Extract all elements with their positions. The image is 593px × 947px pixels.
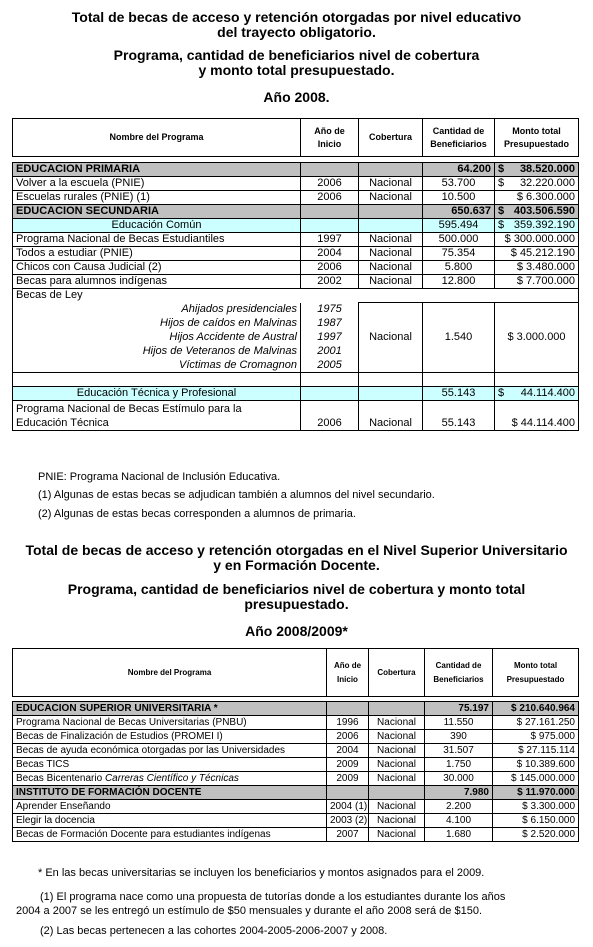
- cell-cantidad: 4.100: [425, 814, 493, 828]
- table-header-row: [13, 119, 579, 157]
- row-ley-item: Víctimas de Cromagnon 2005: [13, 359, 579, 373]
- note-1a: (1) El programa nace como una propuesta de tutorías donde a los estudiantes durante los años: [40, 891, 506, 903]
- cell-anio: 2004: [327, 744, 369, 758]
- ley-cantidad: 1.540: [423, 303, 495, 373]
- cell-cobertura: Nacional: [369, 828, 425, 842]
- table-row: [13, 730, 579, 744]
- row-todos-a-estudiar: Todos a estudiar (PNIE) 2004 Nacional 75.354 $ 45.212.190: [13, 247, 579, 261]
- table-row: [13, 828, 579, 842]
- row-becas-estimulo: Programa Nacional de Becas Estímulo para la Educación Técnica 2006 Nacional 55.143 $ 44.114.400: [13, 401, 579, 431]
- table-header-row: [13, 649, 579, 697]
- cell-anio: 2009: [327, 772, 369, 786]
- row-educacion-tecnica: Educación Técnica y Profesional 55.143 $ 44.114.400: [13, 387, 579, 401]
- cell-cobertura: [369, 702, 425, 716]
- section2-title: Total de becas de acceso y retención otorgadas en el Nivel Superior Universitario y en Formación Docente.: [25, 542, 568, 573]
- cell-cobertura: Nacional: [369, 814, 425, 828]
- header-anio: Año de Inicio: [327, 649, 369, 697]
- row-primaria: EDUCACION PRIMARIA 64.200 $ 38.520.000: [13, 163, 579, 177]
- cell-monto: $ 27.161.250: [493, 716, 579, 730]
- cell-nombre: Elegir la docencia: [13, 814, 327, 828]
- cell-cantidad: 2.200: [425, 800, 493, 814]
- table-row: [13, 814, 579, 828]
- section2-subtitle: Programa, cantidad de beneficiarios nivel de cobertura y monto total presupuestado.: [67, 581, 526, 612]
- cell-anio: 2009: [327, 758, 369, 772]
- header-nombre: Nombre del Programa: [13, 649, 327, 697]
- cell-anio: 1996: [327, 716, 369, 730]
- ley-cobertura: Nacional: [359, 303, 423, 373]
- table-superior-docente: [12, 648, 579, 842]
- cell-cobertura: [369, 786, 425, 800]
- cell-nombre: Becas de Finalización de Estudios (PROMEI I): [13, 730, 327, 744]
- cell-nombre: Becas TICS: [13, 758, 327, 772]
- cell-monto: $ 10.389.600: [493, 758, 579, 772]
- row-becas-de-ley: Becas de Ley: [13, 289, 579, 303]
- cell-anio: 2003 (2): [327, 814, 369, 828]
- header-cantidad: Cantidad de Beneficiarios: [423, 119, 495, 157]
- cell-nombre: Becas de ayuda económica otorgadas por las Universidades: [13, 744, 327, 758]
- cell-anio: [327, 702, 369, 716]
- row-ley-item: Hijos Accidente de Austral 1997: [13, 331, 579, 345]
- header-cobertura: Cobertura: [369, 649, 425, 697]
- cell-cantidad: 390: [425, 730, 493, 744]
- header-cantidad: Cantidad de Beneficiarios: [425, 649, 493, 697]
- table-row: [13, 772, 579, 786]
- row-escuelas-rurales: Escuelas rurales (PNIE) (1) 2006 Nacional 10.500 $ 6.300.000: [13, 191, 579, 205]
- cell-nombre: EDUCACION SUPERIOR UNIVERSITARIA *: [13, 702, 327, 716]
- note-star: * En las becas universitarias se incluyen los beneficiarios y montos asignados para el 2009.: [38, 867, 485, 879]
- cell-anio: 2004 (1): [327, 800, 369, 814]
- cell-cobertura: Nacional: [369, 758, 425, 772]
- row-ley-item: Hijos de caídos en Malvinas 1987: [13, 317, 579, 331]
- cell-cantidad: 31.507: [425, 744, 493, 758]
- cell-cobertura: Nacional: [369, 772, 425, 786]
- cell-cobertura: Nacional: [369, 744, 425, 758]
- cell-monto: $ 145.000.000: [493, 772, 579, 786]
- note-2: (2) Algunas de estas becas corresponden a alumnos de primaria.: [38, 508, 356, 520]
- note-1b: 2004 a 2007 se les entregó un estímulo de $50 mensuales y durante el año 2008 será de $150.: [16, 905, 483, 917]
- header-anio: Año de Inicio: [301, 119, 359, 157]
- ley-monto: $ 3.000.000: [495, 303, 579, 373]
- row-pnbe: Programa Nacional de Becas Estudiantiles 1997 Nacional 500.000 $ 300.000.000: [13, 233, 579, 247]
- note-1: (1) Algunas de estas becas se adjudican también a alumnos del nivel secundario.: [38, 489, 435, 501]
- row-chicos-causa-judicial: Chicos con Causa Judicial (2) 2006 Nacional 5.800 $ 3.480.000: [13, 261, 579, 275]
- section1-subtitle: Programa, cantidad de beneficiarios nivel de cobertura y monto total presupuestado.: [113, 47, 480, 78]
- header-monto: Monto total Presupuestado: [493, 649, 579, 697]
- cell-nombre: Becas Bicentenario Carreras Científico y Técnicas: [13, 772, 327, 786]
- note-pnie: PNIE: Programa Nacional de Inclusión Educativa.: [38, 471, 281, 483]
- header-nombre: Nombre del Programa: [13, 119, 301, 157]
- header-monto: Monto total Presupuestado: [495, 119, 579, 157]
- row-educacion-comun: Educación Común 595.494 $ 359.392.190: [13, 219, 579, 233]
- cell-cantidad: 30.000: [425, 772, 493, 786]
- row-ley-item: Hijos de Veteranos de Malvinas 2001: [13, 345, 579, 359]
- note-2: (2) Las becas pertenecen a las cohortes 2004-2005-2006-2007 y 2008.: [40, 925, 388, 937]
- table-row-total: [13, 702, 579, 716]
- table-row-total: [13, 786, 579, 800]
- cell-anio: 2007: [327, 828, 369, 842]
- header-cobertura: Cobertura: [359, 119, 423, 157]
- cell-nombre: Programa Nacional de Becas Universitarias (PNBU): [13, 716, 327, 730]
- section2-year: Año 2008/2009*: [245, 623, 348, 639]
- cell-anio: [327, 786, 369, 800]
- cell-cobertura: Nacional: [369, 730, 425, 744]
- cell-cantidad: 7.980: [425, 786, 493, 800]
- cell-nombre: INSTITUTO DE FORMACIÓN DOCENTE: [13, 786, 327, 800]
- cell-monto: $ 27.115.114: [493, 744, 579, 758]
- cell-anio: 2006: [327, 730, 369, 744]
- cell-monto: $ 3.300.000: [493, 800, 579, 814]
- cell-monto: $ 6.150.000: [493, 814, 579, 828]
- cell-nombre: Becas de Formación Docente para estudiantes indígenas: [13, 828, 327, 842]
- table-row: [13, 800, 579, 814]
- row-ley-item: Ahijados presidenciales 1975 Nacional 1.540 $ 3.000.000: [13, 303, 579, 317]
- cell-monto: $ 210.640.964: [493, 702, 579, 716]
- row-volver-escuela: Volver a la escuela (PNIE) 2006 Nacional 53.700 $ 32.220.000: [13, 177, 579, 191]
- row-secundaria: EDUCACION SECUNDARIA 650.637 $ 403.506.590: [13, 205, 579, 219]
- row-spacer: [13, 373, 579, 387]
- cell-cobertura: Nacional: [369, 800, 425, 814]
- table-row: [13, 744, 579, 758]
- section1-title: Total de becas de acceso y retención otorgadas por nivel educativo del trayecto obligatorio.: [71, 9, 522, 40]
- row-alumnos-indigenas: Becas para alumnos indígenas 2002 Nacional 12.800 $ 7.700.000: [13, 275, 579, 289]
- cell-cobertura: Nacional: [369, 716, 425, 730]
- section1-year: Año 2008.: [263, 89, 330, 105]
- cell-monto: $ 2.520.000: [493, 828, 579, 842]
- cell-cantidad: 1.750: [425, 758, 493, 772]
- table-trayecto-obligatorio: [12, 118, 579, 431]
- cell-monto: $ 11.970.000: [493, 786, 579, 800]
- cell-nombre: Aprender Enseñando: [13, 800, 327, 814]
- cell-cantidad: 75.197: [425, 702, 493, 716]
- cell-monto: $ 975.000: [493, 730, 579, 744]
- cell-cantidad: 11.550: [425, 716, 493, 730]
- table-row: [13, 758, 579, 772]
- cell-cantidad: 1.680: [425, 828, 493, 842]
- table-row: [13, 716, 579, 730]
